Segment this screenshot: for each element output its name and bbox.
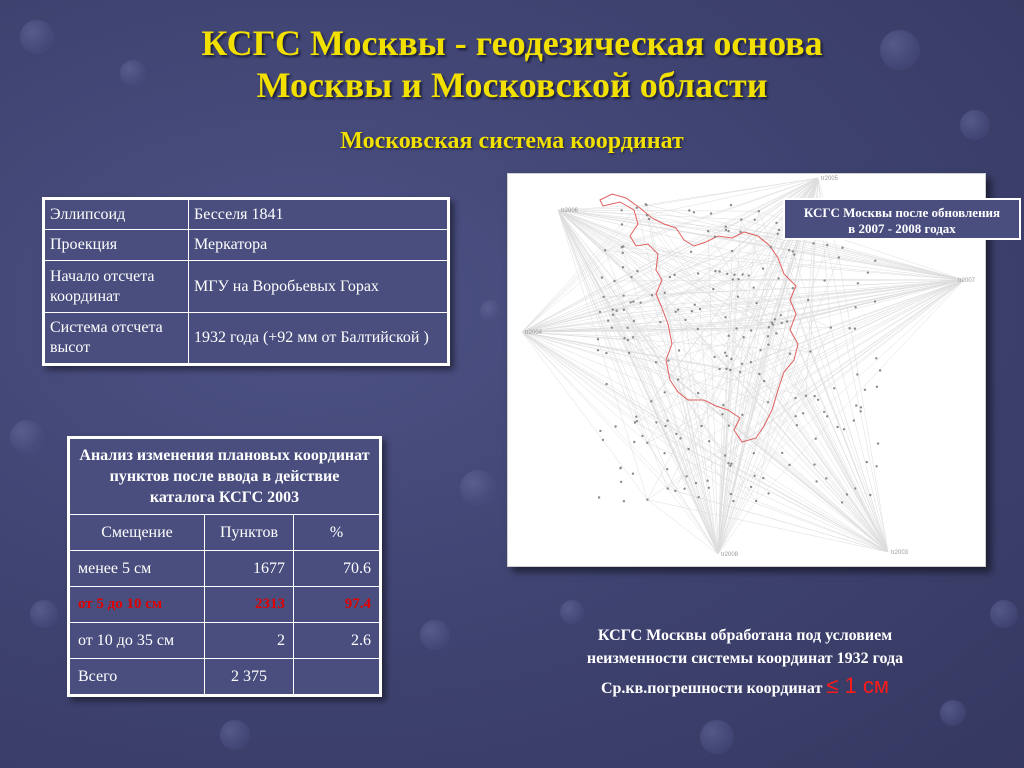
note-line-2: неизменности системы координат 1932 года (586, 650, 904, 667)
survey-point (741, 363, 743, 365)
survey-point (695, 482, 697, 484)
survey-point (699, 308, 701, 310)
survey-point (674, 490, 676, 492)
survey-point (666, 468, 668, 470)
survey-point (809, 350, 811, 352)
param-key: Эллипсоид (44, 199, 189, 230)
survey-point (841, 247, 843, 249)
param-value: Меркатора (189, 230, 449, 261)
survey-point (794, 397, 796, 399)
param-value: Бесселя 1841 (189, 199, 449, 230)
survey-point (691, 310, 693, 312)
survey-point (753, 452, 755, 454)
survey-point (683, 488, 685, 490)
survey-point (675, 311, 677, 313)
survey-point (792, 287, 794, 289)
survey-point (622, 252, 624, 254)
survey-point (877, 442, 879, 444)
survey-point (620, 481, 622, 483)
survey-point (762, 267, 764, 269)
survey-point (636, 270, 638, 272)
survey-point (636, 420, 638, 422)
table-heading-row (69, 438, 381, 515)
column-header: Пунктов (205, 515, 294, 551)
survey-point (677, 309, 679, 311)
survey-point (622, 266, 624, 268)
survey-point (605, 352, 607, 354)
survey-point (727, 462, 729, 464)
survey-point (645, 204, 647, 206)
survey-point (786, 320, 788, 322)
cell-range: от 5 до 10 см (69, 587, 205, 623)
survey-point (628, 352, 630, 354)
survey-point (856, 373, 858, 375)
survey-point (730, 204, 732, 206)
survey-point (663, 452, 665, 454)
survey-point (767, 401, 769, 403)
table-heading: Анализ изменения плановых координат пунктов после ввода в действие каталога КСГС 2003 (69, 438, 381, 515)
survey-point (632, 473, 634, 475)
cell-range: Всего (69, 659, 205, 696)
survey-point (678, 349, 680, 351)
column-header: Смещение (69, 515, 205, 551)
survey-point (614, 425, 616, 427)
table-row (44, 261, 449, 313)
survey-point (867, 271, 869, 273)
survey-point (627, 339, 629, 341)
survey-point (619, 467, 621, 469)
survey-point (621, 246, 623, 248)
survey-point (710, 212, 712, 214)
coordinate-params-table (42, 197, 450, 366)
survey-point (860, 406, 862, 408)
survey-point (713, 356, 715, 358)
survey-point (604, 249, 606, 251)
survey-point (826, 244, 828, 246)
survey-point (650, 400, 652, 402)
column-header: % (294, 515, 381, 551)
survey-point (611, 327, 613, 329)
survey-point (771, 321, 773, 323)
survey-point (767, 344, 769, 346)
survey-point (740, 218, 742, 220)
station-label: tr2004 (525, 330, 543, 336)
survey-point (830, 326, 832, 328)
survey-point (869, 494, 871, 496)
survey-point (741, 414, 743, 416)
survey-point (879, 369, 881, 371)
survey-point (750, 361, 752, 363)
survey-point (813, 463, 815, 465)
map-legend (783, 198, 1021, 240)
survey-point (684, 319, 686, 321)
survey-point (726, 273, 728, 275)
cell-percent: 70.6 (294, 551, 381, 587)
survey-point (807, 299, 809, 301)
survey-point (708, 487, 710, 489)
survey-point (864, 389, 866, 391)
survey-point (875, 357, 877, 359)
survey-point (762, 477, 764, 479)
survey-point (697, 328, 699, 330)
survey-point (646, 499, 648, 501)
cell-range: от 10 до 35 см (69, 623, 205, 659)
survey-point (635, 416, 637, 418)
survey-point (732, 500, 734, 502)
survey-point (753, 287, 755, 289)
survey-point (777, 277, 779, 279)
survey-point (815, 438, 817, 440)
survey-point (679, 437, 681, 439)
cell-points: 2 375 (205, 659, 294, 696)
survey-point (729, 369, 731, 371)
page-title (0, 22, 1024, 106)
survey-point (727, 230, 729, 232)
survey-point (659, 321, 661, 323)
survey-point (876, 386, 878, 388)
survey-point (630, 301, 632, 303)
survey-point (860, 410, 862, 412)
survey-point (792, 250, 794, 252)
survey-point (641, 435, 643, 437)
survey-point (777, 233, 779, 235)
survey-point (755, 500, 757, 502)
survey-point (854, 328, 856, 330)
survey-point (780, 314, 782, 316)
survey-point (602, 296, 604, 298)
survey-point (634, 421, 636, 423)
station-label: tr2003 (891, 550, 909, 556)
survey-point (805, 395, 807, 397)
survey-point (730, 493, 732, 495)
survey-point (735, 327, 737, 329)
survey-point (601, 276, 603, 278)
survey-point (836, 426, 838, 428)
survey-point (826, 415, 828, 417)
survey-point (750, 486, 752, 488)
survey-point (633, 320, 635, 322)
survey-point (700, 425, 702, 427)
cell-points: 2313 (205, 587, 294, 623)
survey-point (677, 378, 679, 380)
survey-point (602, 439, 604, 441)
station-label: tr2005 (821, 176, 839, 182)
survey-point (788, 464, 790, 466)
survey-point (857, 282, 859, 284)
survey-point (855, 404, 857, 406)
survey-point (853, 419, 855, 421)
survey-point (612, 314, 614, 316)
table-row (69, 623, 381, 659)
survey-point (725, 355, 727, 357)
survey-point (621, 223, 623, 225)
survey-point (655, 421, 657, 423)
survey-point (730, 358, 732, 360)
survey-point (841, 501, 843, 503)
param-value: МГУ на Воробьевых Горах (189, 261, 449, 313)
survey-point (767, 492, 769, 494)
survey-point (714, 236, 716, 238)
param-key: Начало отсчета координат (44, 261, 189, 313)
survey-point (646, 214, 648, 216)
survey-point (667, 359, 669, 361)
survey-point (729, 465, 731, 467)
param-key: Проекция (44, 230, 189, 261)
table-row (69, 659, 381, 696)
survey-point (733, 274, 735, 276)
survey-point (731, 250, 733, 252)
survey-point (690, 251, 692, 253)
survey-point (728, 335, 730, 337)
survey-point (623, 309, 625, 311)
survey-point (854, 306, 856, 308)
survey-point (623, 337, 625, 339)
survey-point (725, 229, 727, 231)
survey-point (725, 368, 727, 370)
survey-point (741, 273, 743, 275)
survey-point (632, 301, 634, 303)
survey-point (796, 424, 798, 426)
survey-point (874, 300, 876, 302)
survey-point (714, 270, 716, 272)
survey-point (755, 302, 757, 304)
cell-percent: 97.4 (294, 587, 381, 623)
survey-point (758, 373, 760, 375)
survey-point (854, 487, 856, 489)
survey-point (778, 229, 780, 231)
note-line-3 (540, 674, 950, 700)
survey-point (712, 288, 714, 290)
station-label: tr2008 (721, 552, 739, 558)
survey-point (623, 500, 625, 502)
legend-line-2: в 2007 - 2008 годах (848, 221, 956, 236)
page-subtitle: Московская система координат (340, 128, 684, 154)
survey-point (789, 353, 791, 355)
survey-point (667, 487, 669, 489)
survey-point (875, 465, 877, 467)
survey-point (605, 383, 607, 385)
table-row (69, 551, 381, 587)
survey-point (748, 274, 750, 276)
note-line-3-prefix: Ср.кв.погрешности координат (600, 680, 823, 697)
survey-point (697, 392, 699, 394)
survey-point (812, 242, 814, 244)
cell-points: 2 (205, 623, 294, 659)
survey-point (775, 222, 777, 224)
table-row (44, 313, 449, 365)
survey-point (815, 480, 817, 482)
survey-point (708, 440, 710, 442)
survey-point (742, 336, 744, 338)
survey-point (607, 320, 609, 322)
survey-point (866, 461, 868, 463)
survey-point (753, 475, 755, 477)
survey-point (739, 371, 741, 373)
survey-point (737, 296, 739, 298)
survey-point (848, 327, 850, 329)
survey-point (732, 278, 734, 280)
survey-point (664, 391, 666, 393)
station-label: tr2006 (561, 208, 579, 214)
survey-point (599, 311, 601, 313)
survey-point (728, 425, 730, 427)
survey-point (675, 433, 677, 435)
survey-point (758, 210, 760, 212)
survey-point (825, 477, 827, 479)
survey-point (664, 425, 666, 427)
survey-point (730, 463, 732, 465)
legend-line-1: КСГС Москвы после обновления (803, 205, 1001, 220)
title-line-1: КСГС Москвы - геодезическая основа (201, 23, 823, 63)
survey-point (687, 448, 689, 450)
survey-point (669, 276, 671, 278)
survey-point (781, 452, 783, 454)
survey-point (613, 280, 615, 282)
cell-percent: 2.6 (294, 623, 381, 659)
accuracy-value: ≤ 1 см (826, 673, 890, 698)
survey-point (767, 335, 769, 337)
survey-point (597, 338, 599, 340)
survey-point (697, 272, 699, 274)
survey-point (646, 442, 648, 444)
survey-point (788, 249, 790, 251)
survey-point (768, 326, 770, 328)
survey-point (597, 349, 599, 351)
survey-point (725, 225, 727, 227)
survey-point (632, 336, 634, 338)
cell-range: менее 5 см (69, 551, 205, 587)
survey-point (651, 294, 653, 296)
survey-point (655, 361, 657, 363)
survey-point (724, 352, 726, 354)
survey-point (750, 329, 752, 331)
survey-point (685, 475, 687, 477)
survey-point (636, 207, 638, 209)
survey-point (694, 304, 696, 306)
survey-point (737, 278, 739, 280)
survey-point (724, 316, 726, 318)
survey-point (874, 260, 876, 262)
survey-point (763, 380, 765, 382)
table-header-row (69, 515, 381, 551)
survey-point (697, 496, 699, 498)
survey-point (739, 231, 741, 233)
survey-point (612, 308, 614, 310)
survey-point (802, 412, 804, 414)
note-line-1: КСГС Москвы обработана под условием (597, 627, 893, 644)
survey-point (626, 327, 628, 329)
survey-point (775, 332, 777, 334)
survey-point (633, 441, 635, 443)
survey-point (622, 294, 624, 296)
survey-point (795, 415, 797, 417)
survey-point (673, 274, 675, 276)
survey-point (621, 209, 623, 211)
survey-point (718, 270, 720, 272)
survey-point (759, 349, 761, 351)
table-row (44, 230, 449, 261)
survey-point (707, 230, 709, 232)
survey-point (724, 454, 726, 456)
survey-point (615, 310, 617, 312)
cell-percent (294, 659, 381, 696)
survey-point (648, 218, 650, 220)
survey-point (721, 413, 723, 415)
survey-point (833, 387, 835, 389)
processing-note (540, 624, 950, 700)
survey-point (838, 256, 840, 258)
survey-point (706, 480, 708, 482)
param-value: 1932 года (+92 мм от Балтийской ) (189, 313, 449, 365)
survey-point (688, 209, 690, 211)
survey-point (781, 322, 783, 324)
table-row (44, 199, 449, 230)
survey-point (666, 420, 668, 422)
survey-point (817, 399, 819, 401)
survey-point (630, 276, 632, 278)
survey-point (843, 428, 845, 430)
survey-point (664, 292, 666, 294)
station-label: tr2007 (958, 278, 976, 284)
title-line-2: Москвы и Московской области (256, 65, 768, 105)
survey-point (823, 279, 825, 281)
survey-point (814, 395, 816, 397)
survey-point (718, 368, 720, 370)
survey-point (846, 493, 848, 495)
survey-point (774, 318, 776, 320)
survey-point (770, 246, 772, 248)
survey-point (598, 496, 600, 498)
survey-point (640, 302, 642, 304)
cell-points: 1677 (205, 551, 294, 587)
displacement-analysis-table (67, 436, 382, 697)
survey-point (693, 211, 695, 213)
table-row-highlighted (69, 587, 381, 623)
survey-point (793, 253, 795, 255)
survey-point (754, 219, 756, 221)
param-key: Система отсчета высот (44, 313, 189, 365)
survey-point (599, 430, 601, 432)
survey-point (823, 411, 825, 413)
survey-point (722, 404, 724, 406)
